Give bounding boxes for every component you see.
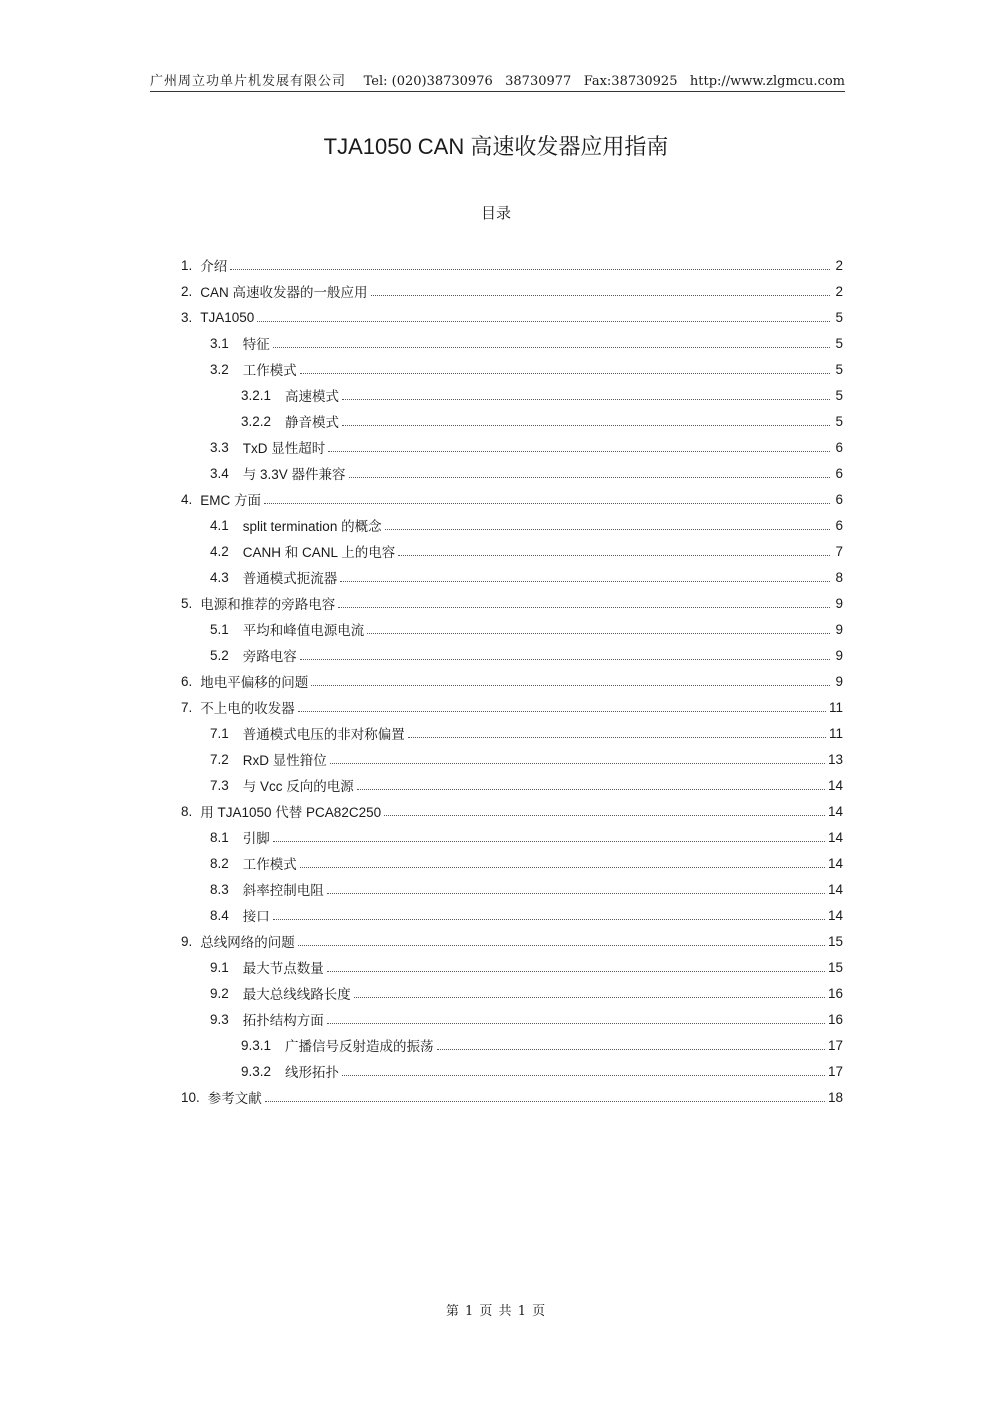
toc-entry-leader (340, 580, 830, 582)
toc-entry[interactable] (181, 876, 843, 902)
toc-entry-label: TxD 显性超时 (242, 441, 326, 456)
toc-entry[interactable] (181, 1006, 843, 1032)
toc-entry[interactable] (181, 642, 843, 668)
toc-entry[interactable] (181, 408, 843, 434)
toc-entry-page: 15 (827, 933, 843, 949)
toc-entry-label: 地电平偏移的问题 (200, 675, 309, 690)
toc-entry-number: 3.2.1 (241, 387, 272, 403)
toc-entry-number: 2. (181, 283, 193, 299)
toc-entry-leader (230, 268, 830, 270)
toc-entry-leader (398, 554, 830, 556)
toc-entry-leader (437, 1048, 825, 1050)
toc-entry-number: 7.2 (210, 751, 229, 767)
toc-entry-label: 与 3.3V 器件兼容 (242, 467, 346, 482)
toc-entry-leader (300, 866, 825, 868)
toc-entry-label: 接口 (242, 909, 270, 924)
toc-entry-number: 8.3 (210, 881, 229, 897)
toc-entry-leader (367, 632, 830, 634)
toc-entry[interactable] (181, 954, 843, 980)
toc-entry[interactable] (181, 356, 843, 382)
toc-entry[interactable] (181, 616, 843, 642)
toc-entry-leader (311, 684, 830, 686)
toc-entry-label: 静音模式 (285, 415, 340, 430)
toc-entry-page: 2 (835, 283, 843, 299)
toc-entry-number: 3.2.2 (241, 413, 272, 429)
toc-entry-page: 17 (827, 1063, 843, 1079)
toc-entry-leader (327, 1022, 825, 1024)
toc-entry-label: 斜率控制电阻 (242, 883, 324, 898)
toc-entry[interactable] (181, 1058, 843, 1084)
toc-entry-number: 7.3 (210, 777, 229, 793)
toc-entry-leader (338, 606, 830, 608)
toc-entry[interactable] (181, 304, 843, 330)
toc-entry-page: 14 (827, 855, 843, 871)
toc-entry[interactable] (181, 980, 843, 1006)
toc-entry-leader (273, 346, 830, 348)
toc-entry-page: 11 (828, 699, 843, 715)
toc-entry-page: 8 (835, 569, 843, 585)
toc-entry[interactable] (181, 720, 843, 746)
toc-entry-page: 9 (835, 621, 843, 637)
toc-entry-leader (327, 892, 825, 894)
toc-entry-page: 5 (835, 309, 843, 325)
toc-entry-page: 2 (835, 257, 843, 273)
toc-entry-leader (298, 710, 826, 712)
toc-entry-label: 高速模式 (285, 389, 340, 404)
toc-entry-number: 4. (181, 491, 193, 507)
toc-entry-label: CAN 高速收发器的一般应用 (200, 285, 368, 300)
toc-entry-leader (300, 372, 830, 374)
toc-entry-number: 9.2 (210, 985, 229, 1001)
toc-entry-page: 14 (827, 907, 843, 923)
toc-entry-page: 13 (827, 751, 843, 767)
toc-entry[interactable] (181, 382, 843, 408)
toc-entry[interactable] (181, 772, 843, 798)
toc-entry-number: 4.3 (210, 569, 229, 585)
toc-entry-label: 最大节点数量 (242, 961, 324, 976)
table-of-contents (181, 252, 843, 1110)
toc-entry-leader (384, 814, 825, 816)
toc-entry-label: CANH 和 CANL 上的电容 (242, 545, 396, 560)
toc-entry-leader (327, 970, 825, 972)
toc-entry-page: 9 (835, 595, 843, 611)
toc-entry-leader (371, 294, 830, 296)
toc-entry-leader (342, 1074, 825, 1076)
toc-entry-number: 8.1 (210, 829, 229, 845)
toc-entry[interactable] (181, 330, 843, 356)
toc-entry-label: 线形拓扑 (285, 1065, 340, 1080)
toc-entry-number: 8.2 (210, 855, 229, 871)
toc-entry-label: 旁路电容 (242, 649, 297, 664)
toc-entry-leader (264, 502, 830, 504)
toc-entry-number: 3.3 (210, 439, 229, 455)
toc-entry-page: 6 (835, 517, 843, 533)
toc-entry[interactable] (181, 694, 843, 720)
toc-entry[interactable] (181, 512, 843, 538)
toc-entry-page: 14 (827, 881, 843, 897)
toc-entry-label: 拓扑结构方面 (242, 1013, 324, 1028)
toc-entry-label: 普通模式电压的非对称偏置 (242, 727, 405, 742)
toc-entry-number: 3. (181, 309, 193, 325)
toc-entry[interactable] (181, 1032, 843, 1058)
toc-entry-number: 8.4 (210, 907, 229, 923)
toc-entry-leader (385, 528, 830, 530)
toc-entry-label: 广播信号反射造成的振荡 (285, 1039, 434, 1054)
toc-entry[interactable] (181, 824, 843, 850)
toc-entry-number: 10. (181, 1089, 200, 1105)
toc-entry-leader (273, 840, 825, 842)
toc-entry-leader (273, 918, 825, 920)
toc-entry-number: 9.1 (210, 959, 229, 975)
toc-entry-number: 6. (181, 673, 193, 689)
toc-entry[interactable] (181, 798, 843, 824)
toc-entry-page: 14 (827, 803, 843, 819)
toc-entry[interactable] (181, 538, 843, 564)
toc-entry-number: 4.2 (210, 543, 229, 559)
toc-entry[interactable] (181, 928, 843, 954)
toc-entry-label: split termination 的概念 (242, 519, 382, 534)
toc-entry[interactable] (181, 434, 843, 460)
toc-entry[interactable] (181, 486, 843, 512)
toc-entry-page: 15 (827, 959, 843, 975)
toc-entry-label: 工作模式 (242, 363, 297, 378)
toc-entry[interactable] (181, 278, 843, 304)
header-contact: Tel: (020)38730976 38730977 Fax:38730925 http://www.zlgmcu.com (363, 74, 845, 89)
toc-entry-page: 5 (835, 361, 843, 377)
toc-entry[interactable] (181, 460, 843, 486)
toc-entry-page: 16 (827, 1011, 843, 1027)
toc-entry-number: 9.3.2 (241, 1063, 272, 1079)
toc-entry-page: 18 (827, 1089, 843, 1105)
toc-entry-page: 5 (835, 335, 843, 351)
toc-entry-label: 最大总线线路长度 (242, 987, 351, 1002)
toc-entry[interactable] (181, 590, 843, 616)
toc-entry[interactable] (181, 850, 843, 876)
toc-entry-leader (265, 1100, 825, 1102)
toc-entry-page: 5 (835, 387, 843, 403)
toc-entry-number: 5.1 (210, 621, 229, 637)
toc-entry-label: 参考文献 (207, 1091, 262, 1106)
toc-entry[interactable] (181, 252, 843, 278)
toc-entry-number: 9.3.1 (241, 1037, 272, 1053)
toc-entry-label: 不上电的收发器 (200, 701, 295, 716)
header-company: 广州周立功单片机发展有限公司 (150, 74, 347, 89)
toc-entry-leader (298, 944, 825, 946)
toc-entry-label: 介绍 (200, 259, 228, 274)
toc-entry-page: 9 (835, 647, 843, 663)
toc-entry-label: 用 TJA1050 代替 PCA82C250 (200, 805, 382, 820)
toc-entry-page: 17 (827, 1037, 843, 1053)
toc-entry-leader (408, 736, 826, 738)
toc-entry-page: 9 (835, 673, 843, 689)
toc-entry-number: 3.1 (210, 335, 229, 351)
toc-entry-number: 7. (181, 699, 193, 715)
toc-entry-number: 5. (181, 595, 193, 611)
toc-entry-number: 9. (181, 933, 193, 949)
page-header (150, 68, 845, 92)
toc-entry-leader (354, 996, 825, 998)
toc-entry-number: 1. (181, 257, 193, 273)
toc-entry-label: EMC 方面 (200, 493, 262, 508)
toc-entry-page: 14 (827, 829, 843, 845)
toc-entry-number: 8. (181, 803, 193, 819)
toc-entry[interactable] (181, 1084, 843, 1110)
toc-entry-label: 工作模式 (242, 857, 297, 872)
toc-entry-page: 5 (835, 413, 843, 429)
toc-entry-page: 6 (835, 491, 843, 507)
toc-entry-label: 引脚 (242, 831, 270, 846)
toc-entry-page: 11 (828, 725, 843, 741)
toc-entry-page: 14 (827, 777, 843, 793)
toc-entry-label: 电源和推荐的旁路电容 (200, 597, 336, 612)
toc-entry-label: 特征 (242, 337, 270, 352)
toc-entry-leader (328, 450, 830, 452)
toc-entry-leader (342, 398, 830, 400)
toc-entry[interactable] (181, 668, 843, 694)
toc-entry-number: 3.2 (210, 361, 229, 377)
document-title: TJA1050 CAN 高速收发器应用指南 (323, 134, 669, 159)
toc-entry-leader (349, 476, 830, 478)
toc-entry-number: 3.4 (210, 465, 229, 481)
toc-entry-label: 总线网络的问题 (200, 935, 295, 950)
toc-entry-label: 与 Vcc 反向的电源 (242, 779, 354, 794)
toc-entry-leader (342, 424, 830, 426)
toc-entry-number: 5.2 (210, 647, 229, 663)
toc-entry-leader (357, 788, 825, 790)
toc-entry-number: 4.1 (210, 517, 229, 533)
toc-entry-leader (257, 320, 830, 322)
toc-entry-label: RxD 显性箝位 (242, 753, 327, 768)
toc-entry-label: 普通模式扼流器 (242, 571, 338, 586)
toc-entry-page: 7 (835, 543, 843, 559)
toc-heading: 目录 (480, 204, 511, 222)
toc-entry[interactable] (181, 746, 843, 772)
toc-entry-page: 16 (827, 985, 843, 1001)
toc-entry-page: 6 (835, 439, 843, 455)
page-footer: 第 1 页 共 1 页 (445, 1304, 547, 1319)
toc-entry-leader (300, 658, 830, 660)
toc-entry-leader (330, 762, 825, 764)
toc-entry-number: 7.1 (210, 725, 229, 741)
toc-entry-label: 平均和峰值电源电流 (242, 623, 365, 638)
toc-entry[interactable] (181, 902, 843, 928)
toc-entry-page: 6 (835, 465, 843, 481)
toc-entry-number: 9.3 (210, 1011, 229, 1027)
toc-entry[interactable] (181, 564, 843, 590)
toc-entry-label: TJA1050 (200, 309, 255, 325)
